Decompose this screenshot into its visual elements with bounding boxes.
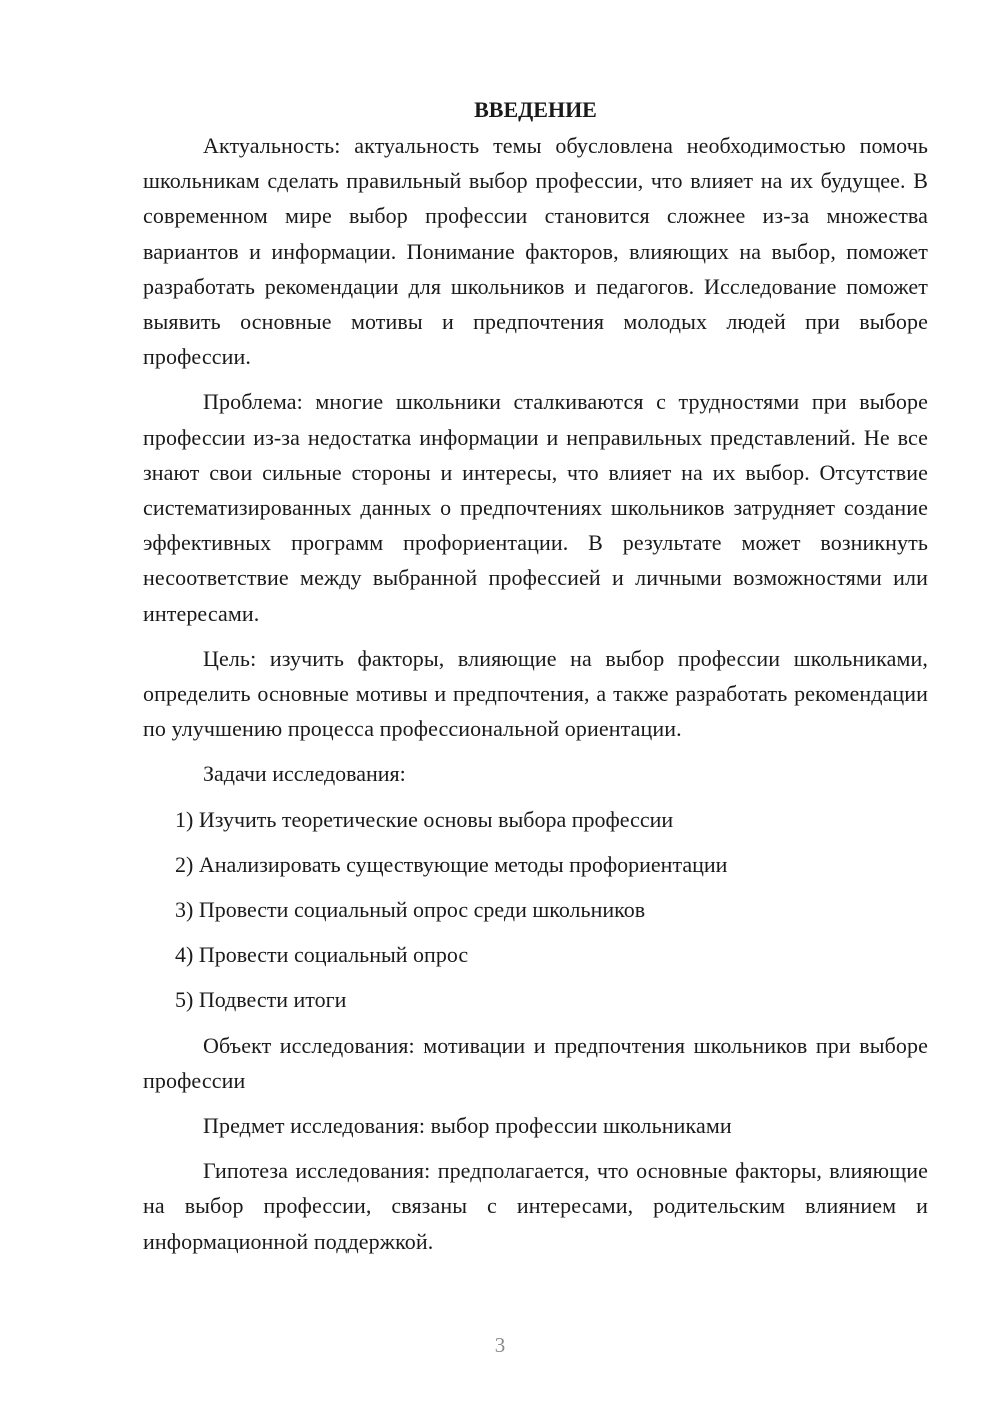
- task-item-4: 4) Провести социальный опрос: [175, 942, 469, 968]
- paragraph-object: Объект исследования: мотивации и предпочтения школьников при выборе профессии: [143, 1032, 928, 1093]
- page-number: 3: [494, 1333, 506, 1357]
- paragraph-subject: Предмет исследования: выбор профессии школьниками: [203, 1113, 732, 1139]
- task-item-3: 3) Провести социальный опрос среди школьников: [175, 897, 646, 923]
- document-page: [143, 92, 928, 1269]
- paragraph-hypothesis: Гипотеза исследования: предполагается, что основные факторы, влияющие на выбор профессии, связаны с интересами, родительским влиянием и информационной поддержкой.: [143, 1158, 928, 1254]
- task-item-1: 1) Изучить теоретические основы выбора профессии: [175, 806, 674, 832]
- page-heading: ВВЕДЕНИЕ: [474, 97, 597, 122]
- tasks-title: Задачи исследования:: [203, 761, 406, 787]
- tasks-list: [143, 802, 928, 1018]
- paragraph-goal: Цель: изучить факторы, влияющие на выбор профессии школьниками, определить основные мотивы и предпочтения, а также разработать рекомендации по улучшению процесса профессиональной ориентации.: [143, 645, 928, 742]
- paragraph-problem: Проблема: многие школьники сталкиваются с трудностями при выборе профессии из-за недостатка информации и неправильных представлений. Не все знают свои сильные стороны и интересы, что влияет на их выбор. Отсутствие систематизированных данных о предпочтениях школьников затрудняет создание эффективных программ профориентации. В результате может возникнуть несоответствие между выбранной профессией и личными возможностями или интересами.: [143, 389, 928, 626]
- paragraph-relevance: Актуальность: актуальность темы обусловлена необходимостью помочь школьникам сделать правильный выбор профессии, что влияет на их будущее. В современном мире выбор профессии становится сложнее из-за множества вариантов и информации. Понимание факторов, влияющих на выбор, поможет разработать рекомендации для школьников и педагогов. Исследование поможет выявить основные мотивы и предпочтения молодых людей при выборе профессии.: [143, 133, 928, 370]
- task-item-2: 2) Анализировать существующие методы профориентации: [175, 851, 728, 877]
- task-item-5: 5) Подвести итоги: [175, 987, 347, 1013]
